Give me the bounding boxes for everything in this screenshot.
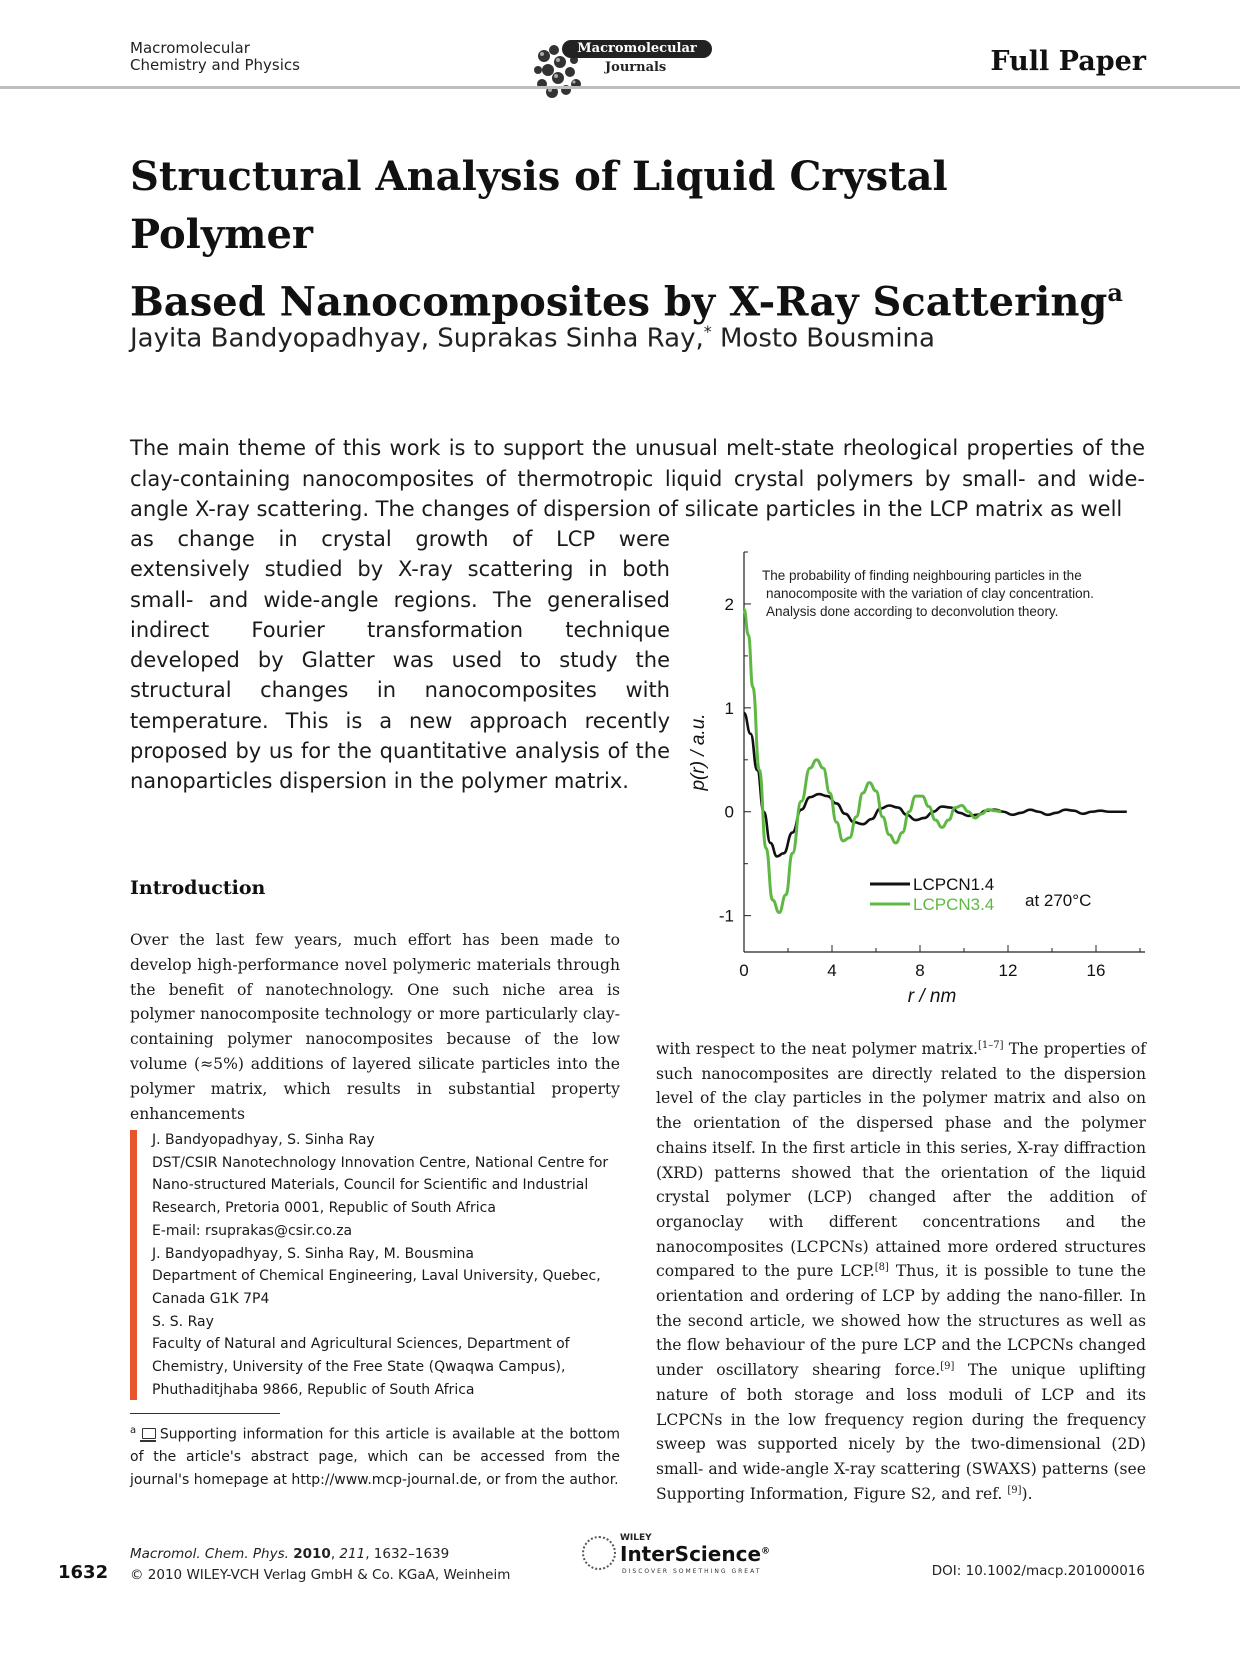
title-line-2: Based Nanocomposites by X-Ray Scattering xyxy=(130,278,1108,326)
computer-icon xyxy=(142,1428,156,1439)
y-axis-label: p(r) / a.u. xyxy=(688,713,709,791)
journal-name xyxy=(130,40,300,74)
legend-label: LCPCN1.4 xyxy=(913,875,995,894)
author-list xyxy=(130,322,935,354)
title-footnote-mark: a xyxy=(1107,278,1123,307)
reference-link[interactable]: [9] xyxy=(1007,1484,1022,1496)
footnote-mark: a xyxy=(130,1425,137,1436)
publisher-name-text: InterScience xyxy=(620,1542,762,1566)
abstract-full-width: The main theme of this work is to support the unusual melt-state rheological properties of the clay-containing nanocomposites of thermotropic liquid crystal polymers by small- and wide-angle X-ray scattering. The changes of dispersion of silicate particles in the LCP matrix as well xyxy=(130,436,1145,521)
affiliation-line: Department of Chemical Engineering, Laval University, Quebec, Canada G1K 7P4 xyxy=(152,1268,601,1307)
cite-volume: 211 xyxy=(339,1546,366,1562)
cite-pages: , 1632–1639 xyxy=(365,1546,450,1562)
chart-annotation: nanocomposite with the variation of clay concentration. xyxy=(766,586,1094,601)
cite-journal: Macromol. Chem. Phys. xyxy=(130,1546,289,1562)
affiliation-line: J. Bandyopadhyay, S. Sinha Ray xyxy=(152,1132,375,1148)
abstract-left-column: as change in crystal growth of LCP were extensively studied by X-ray scattering in both small- and wide-angle regions. The generalised indirect Fourier transformation technique developed by Glatter was used to study the structural changes in nanocomposites with temperature. This is a new approach recently proposed by us for the quantitative analysis of the nanoparticles dispersion in the polymer matrix. xyxy=(130,527,670,794)
article-type: Full Paper xyxy=(990,46,1146,77)
chart-annotation: Analysis done according to deconvolution theory. xyxy=(766,604,1059,619)
registered-mark: ® xyxy=(761,1546,771,1557)
text-run: with respect to the neat polymer matrix. xyxy=(656,1040,979,1058)
doi[interactable]: DOI: 10.1002/macp.201000016 xyxy=(931,1563,1145,1579)
y-tick-label: -1 xyxy=(718,906,734,926)
logo-top-text: Macromolecular xyxy=(562,40,712,58)
x-tick-label: 0 xyxy=(739,961,749,980)
y-tick-label: 2 xyxy=(724,594,734,614)
title-line-1: Structural Analysis of Liquid Crystal Polymer xyxy=(130,153,948,258)
legend-label: LCPCN3.4 xyxy=(913,895,995,914)
y-tick-label: 1 xyxy=(724,698,734,718)
author-email[interactable]: E-mail: rsuprakas@csir.co.za xyxy=(152,1222,353,1239)
text-run: The properties of such nanocomposites are directly related to the dispersion level of the clay particles in the polymer matrix and also on the orientation of the dispersed phase and the polymer chains itself. In the first article in this series, X-ray diffraction (XRD) patterns showed that the orientation of the liquid crystal polymer (LCP) changed after the addition of organoclay with different concentrations and the nanocomposites (LCPCNs) attained more ordered structures compared to the pure LCP. xyxy=(656,1040,1146,1281)
journal-name-line2: Chemistry and Physics xyxy=(130,56,300,74)
right-column-text xyxy=(656,1037,1146,1506)
affiliations-block xyxy=(152,1129,622,1401)
y-tick-label: 0 xyxy=(724,802,734,822)
footnote-text: Supporting information for this article is available at the bottom of the article's abstract page, which can be accessed from the journal's homepage at http://www.mcp-journal.de, or from the author. xyxy=(130,1426,621,1488)
publisher-tagline: DISCOVER SOMETHING GREAT xyxy=(622,1568,762,1575)
publisher-name xyxy=(620,1542,770,1566)
text-run: ). xyxy=(1021,1484,1033,1503)
section-heading-introduction: Introduction xyxy=(130,877,266,899)
macromolecular-journals-logo xyxy=(530,30,715,106)
affiliation-line: DST/CSIR Nanotechnology Innovation Centre, National Centre for Nano-structured Materials, Council for Scientific and Industrial Research, Pretoria 0001, Republic of South Africa xyxy=(152,1154,609,1217)
footnote xyxy=(130,1420,620,1491)
text-run: The unique uplifting nature of both storage and loss moduli of LCP and its LCPCNs in the low frequency region during the frequency sweep was supported nicely by the two-dimensional (2D) small- and wide-angle X-ray scattering (SWAXS) patterns (see Supporting Information, Figure S2, and ref. xyxy=(656,1361,1146,1503)
globe-icon xyxy=(582,1536,616,1570)
x-tick-label: 8 xyxy=(915,961,925,980)
publisher-small: WILEY xyxy=(620,1533,652,1543)
cite-year: 2010 xyxy=(293,1546,331,1562)
introduction-text: Over the last few years, much effort has been made to develop high-performance novel polymeric materials through the benefit of nanotechnology. One such niche area is polymer nanocomposite technology or more particularly clay-containing polymer nanocomposites because of the low volume (≈5%) additions of layered silicate particles into the polymer matrix, which results in substantial property enhancements xyxy=(130,931,620,1123)
corresponding-author-star: * xyxy=(703,322,712,341)
pr-distribution-chart xyxy=(680,540,1160,1010)
reference-link[interactable]: [9] xyxy=(940,1360,955,1372)
affiliation-line: S. S. Ray xyxy=(152,1313,214,1330)
text-run: Thus, it is possible to tune the orientation and ordering of LCP by adding the nano-filler. In the second article, we showed how the structures as well as the flow behaviour of the pure LCP and the LCPCNs changed under oscillatory shearing force. xyxy=(656,1262,1146,1380)
x-axis-label: r / nm xyxy=(907,986,957,1007)
x-tick-label: 16 xyxy=(1086,961,1106,980)
reference-link[interactable]: [1–7] xyxy=(978,1039,1004,1051)
x-tick-label: 4 xyxy=(827,961,837,980)
affiliation-line: J. Bandyopadhyay, S. Sinha Ray, M. Bousmina xyxy=(152,1245,474,1262)
copyright: © 2010 WILEY-VCH Verlag GmbH & Co. KGaA, Weinheim xyxy=(130,1567,511,1583)
journal-name-line1: Macromolecular xyxy=(130,39,250,57)
series-line-lcpcn3-4 xyxy=(744,609,1001,912)
reference-link[interactable]: [8] xyxy=(874,1262,889,1274)
authors-last: Mosto Bousmina xyxy=(711,323,935,354)
article-title xyxy=(130,148,1130,331)
authors-first: Jayita Bandyopadhyay, Suprakas Sinha Ray, xyxy=(130,323,704,354)
footnote-divider xyxy=(130,1413,280,1414)
citation: Macromol. Chem. Phys. 2010, 211, 1632–1639 © 2010 WILEY-VCH Verlag GmbH & Co. KGaA, Weinheim xyxy=(130,1544,510,1586)
x-tick-label: 12 xyxy=(998,961,1018,980)
chart-annotation: The probability of finding neighbouring particles in the xyxy=(762,568,1082,583)
affiliation-line: Faculty of Natural and Agricultural Sciences, Department of Chemistry, University of the Free State (Qwaqwa Campus), Phuthaditjhaba 9866, Republic of South Africa xyxy=(152,1336,570,1398)
page-number: 1632 xyxy=(58,1562,109,1583)
logo-bottom-text: Journals xyxy=(605,60,667,75)
affiliation-accent-bar xyxy=(130,1130,137,1400)
header-divider xyxy=(0,86,1240,89)
wiley-interscience-logo xyxy=(580,1530,770,1590)
series-line-lcpcn1-4 xyxy=(744,713,1127,856)
temperature-label: at 270°C xyxy=(1025,891,1092,910)
